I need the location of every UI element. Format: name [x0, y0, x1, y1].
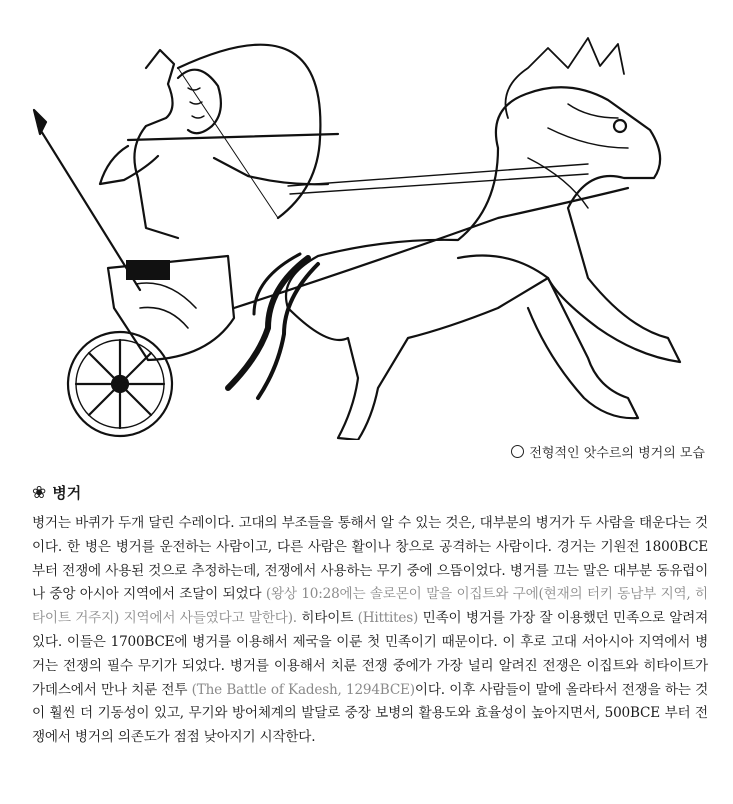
paragraph-text: 민족이 병거를 가장 잘 이용했던 민족으로 알려져있다. 이들은 1700BCE에 병거를 이용해서 제국을 이룬 첫 민족이기 때문이다. 이 후로 고대 서아시아 지역에서 병거는 전쟁의 필수 무기가 되었다. 병거를 이용해서 치룬 전쟁 중에가 가장 널리 알려진 전쟁은 이집트와 히타이트가 가데스에서 만나 치룬 전투 [32, 610, 709, 698]
paragraph-text: 이다. 이후 사람들이 말에 올라타서 전쟁을 하는 것이 훨씬 더 기동성이 있고, 무기와 방어체계의 발달로 중장 보병의 활용도와 효율성이 높아지면서, 500BCE 부터 전쟁에서 병거의 의존도가 점점 낮아지기 시작한다. [32, 681, 709, 746]
horse-eye [614, 120, 626, 132]
figure-caption [511, 442, 705, 461]
circle-icon [511, 445, 524, 458]
flower-icon: ❀ [32, 482, 47, 503]
horse-plume [506, 38, 625, 118]
figure-caption-text: 전형적인 앗수르의 병거의 모습 [529, 446, 705, 461]
paragraph-note-hittites: (Hittites) [357, 610, 419, 627]
section-heading [32, 482, 81, 503]
horse-body [286, 87, 680, 440]
driver-arm [100, 146, 158, 184]
body-paragraph [32, 512, 708, 750]
paragraph-note-bible: (왕상 10:28에는 솔로몬이 말을 이집트와 구에(현재의 터키 동남부 지역, 히타이트 거주지) 지역에서 사들였다고 말한다). [32, 586, 708, 627]
assyrian-chariot-illustration [28, 8, 712, 440]
arrow [128, 134, 338, 140]
paragraph-text: 병거는 바퀴가 두개 달린 수레이다. 고대의 부조들을 통해서 알 수 있는 것은, 대부분의 병거가 두 사람을 태운다는 것이다. 한 병은 병거를 운전하는 사람이고, 다른 사람은 활이나 창으로 공격하는 사람이다. 경거는 기원전 1800BCE부터 전쟁에 사용된 것으로 추정하는데, 전쟁에서 사용하는 무기 중에 으뜸이었다. 병거를 끄는 말은 대부분 동유럽이나 중앙 아시아 지역에서 조달이 되었다 [32, 515, 708, 603]
archer-figure [134, 50, 178, 238]
spear-tip [34, 110, 46, 134]
section-title: 병거 [52, 484, 82, 502]
paragraph-text: 히타이트 [296, 610, 358, 627]
paragraph-note-kadesh: (The Battle of Kadesh, 1294BCE) [191, 681, 415, 698]
